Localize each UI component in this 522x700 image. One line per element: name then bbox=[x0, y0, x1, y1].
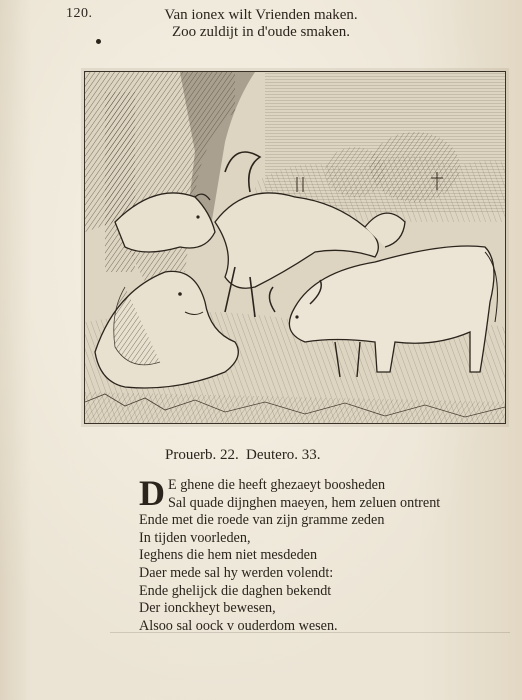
ink-speck bbox=[96, 39, 101, 44]
poem-line-8: Der ionckheyt bewesen, bbox=[139, 600, 276, 617]
page-shadow-rule bbox=[110, 632, 510, 633]
drop-cap: D bbox=[139, 473, 165, 513]
running-head-line-2: Zoo zuldijt in d'oude smaken. bbox=[171, 24, 351, 40]
poem-line-7: Ende ghelijck die daghen bekendt bbox=[139, 582, 332, 599]
citation-deuteronomy: Deutero. 33. bbox=[246, 447, 321, 463]
poem-line-6: Daer mede sal hy werden volendt: bbox=[139, 564, 334, 581]
poem-line-1-text: E ghene die heeft ghezaeyt boosheden bbox=[168, 477, 386, 493]
poem-line-3: Ende met die roede van zijn gramme zeden bbox=[139, 512, 385, 529]
poem-line-4: In tijden voorleden, bbox=[139, 529, 251, 546]
poem-line-9: Alsoo sal oock v ouderdom wesen. bbox=[139, 617, 338, 634]
citation-proverbs: Prouerb. 22. bbox=[165, 447, 239, 463]
poem-text bbox=[139, 473, 479, 635]
poem-line-2: Sal quade dijnghen maeyen, hem zeluen ontrent bbox=[168, 494, 441, 511]
engraving-lion-boar-wolf-bull-icon bbox=[85, 72, 505, 423]
engraving-plate bbox=[84, 71, 506, 424]
poem-line-5: Ieghens die hem niet mesdeden bbox=[139, 547, 318, 564]
running-head-line-1: Van ionex wilt Vrienden maken. bbox=[164, 7, 358, 23]
page-number: 120. bbox=[66, 6, 93, 21]
